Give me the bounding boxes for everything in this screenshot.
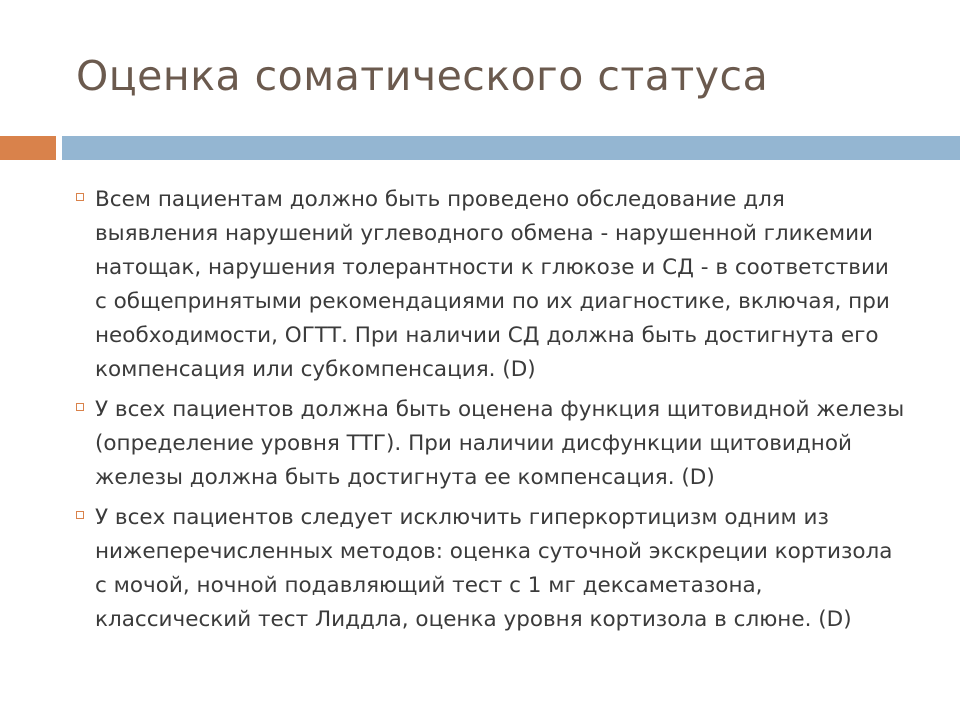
bullet-list	[76, 183, 906, 643]
square-bullet-icon	[76, 511, 84, 519]
bullet-item	[76, 501, 906, 637]
bullet-item	[76, 393, 906, 495]
bullet-text: У всех пациентов следует исключить гиперкортицизм одним из нижеперечисленных методов: оценка суточной экскреции кортизола с мочой, ночной подавляющий тест с 1 мг дексаметазона, классический тест Лиддла, оценка уровня кортизола в слюне. (D)	[95, 505, 893, 632]
bullet-item	[76, 183, 906, 387]
square-bullet-icon	[76, 403, 84, 411]
bullet-text: Всем пациентам должно быть проведено обследование для выявления нарушений углеводного обмена - нарушенной гликемии натощак, нарушения толерантности к глюкозе и СД - в соответствии с общепринятыми рекомендациями по их диагностике, включая, при необходимости, ОГТТ. При наличии СД должна быть достигнута его компенсация или субкомпенсация. (D)	[95, 187, 890, 382]
slide-title: Оценка соматического статуса	[76, 52, 769, 100]
square-bullet-icon	[76, 193, 84, 201]
accent-bar-blue	[62, 136, 960, 160]
bullet-text: У всех пациентов должна быть оценена функция щитовидной железы (определение уровня ТТГ). При наличии дисфункции щитовидной железы должна быть достигнута ее компенсация. (D)	[95, 397, 905, 490]
accent-bar-orange	[0, 136, 56, 160]
